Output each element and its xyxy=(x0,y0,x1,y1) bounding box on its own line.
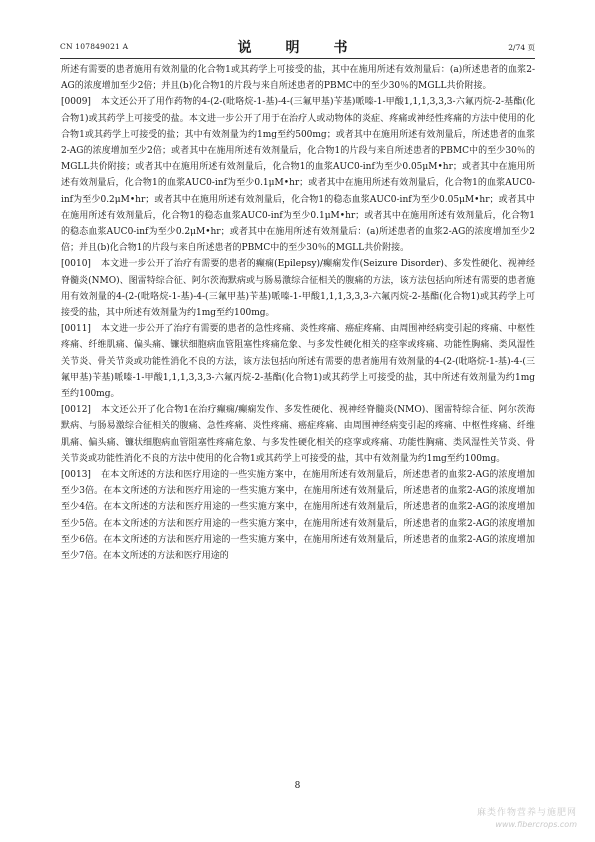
paragraph-number: [0012] xyxy=(61,405,91,416)
paragraph-text: 本文还公开了化合物1在治疗癫痫/癫痫发作、多发性硬化、视神经脊髓炎(NMO)、图雷特综合征、阿尔茨海默病、与肠易激综合征相关的腹痛、急性疼痛、炎性疼痛、癌症疼痛、由周围神经病变引起的疼痛、中枢性疼痛、纤维肌痛、偏头痛、镰状细胞病血管阻塞性疼痛危象、与多发性硬化相关的痉挛或疼痛、功能性胸痛、类风湿性关节炎、骨关节炎或功能性消化不良的方法中使用的化合物1或其药学上可接受的盐，其中有效剂量为约1mg至约100mg。 xyxy=(61,405,535,464)
paragraph-0011 xyxy=(61,321,535,402)
document-body xyxy=(61,62,535,564)
paragraph-continuation xyxy=(61,62,535,94)
paragraph-text: 在本文所述的方法和医疗用途的一些实施方案中，在施用所述有效剂量后，所述患者的血浆2-AG的浓度增加至少3倍。在本文所述的方法和医疗用途的一些实施方案中，在施用所述有效剂量后，所述患者的血浆2-AG的浓度增加至少4倍。在本文所述的方法和医疗用途的一些实施方案中，在施用所述有效剂量后，所述患者的血浆2-AG的浓度增加至少5倍。在本文所述的方法和医疗用途的一些实施方案中，在施用所述有效剂量后，所述患者的血浆2-AG的浓度增加至少6倍。在本文所述的方法和医疗用途的一些实施方案中，在施用所述有效剂量后，所述患者的血浆2-AG的浓度增加至少7倍。在本文所述的方法和医疗用途的 xyxy=(61,470,535,562)
document-title: 说 明 书 xyxy=(237,40,358,56)
watermark-url: www.fibercrops.com xyxy=(495,820,577,829)
paragraph-number: [0009] xyxy=(61,97,91,108)
watermark xyxy=(477,808,577,830)
paragraph-text: 本文进一步公开了治疗有需要的患者的癫痫(Epilepsy)/癫痫发作(Seizure Disorder)、多发性硬化、视神经脊髓炎(NMO)、图雷特综合征、阿尔茨海默病或与肠易激综合征相关的腹痛的方法，该方法包括向所述有需要的患者施用有效剂量的4-(2-(吡咯烷-1-基)-4-(三氟甲基)苄基)哌嗪-1-甲酸1,1,1,3,3,3-六氟丙烷-2-基酯(化合物1)或其药学上可接受的盐，其中所述有效剂量为约1mg至约100mg。 xyxy=(61,259,535,319)
paragraph-0010 xyxy=(61,256,535,321)
paragraph-text: 所述有需要的患者施用有效剂量的化合物1或其药学上可接受的盐，其中在施用所述有效剂量后：(a)所述患者的血浆2-AG的浓度增加至少2倍；并且(b)化合物1的片段与来自所述患者的PBMC中的至少30％的MGLL共价附接。 xyxy=(61,65,535,92)
page-counter: 2/74 页 xyxy=(508,43,535,52)
paragraph-text: 本文还公开了用作药物的4-(2-(吡咯烷-1-基)-4-(三氟甲基)苄基)哌嗪-1-甲酸1,1,1,3,3,3-六氟丙烷-2-基酯(化合物1)或其药学上可接受的盐。本文进一步公开了用于在治疗人或动物体的炎症、疼痛或神经性疼痛的方法中使用的化合物1或其药学上可接受的盐；其中有效剂量为约1mg至约500mg；或者其中在施用所述有效剂量后，所述患者的血浆2-AG的浓度增加至少2倍；或者其中在施用所述有效剂量后，化合物1的片段与来自所述患者的PBMC中的至少30％的MGLL共价附接；或者其中在施用所述有效剂量后，化合物1的血浆AUC0-inf为至少0.05μM•hr；或者其中在施用所述有效剂量后，化合物1的血浆AUC0-inf为至少0.1μM•hr；或者其中在施用所述有效剂量后，化合物1的血浆AUC0-inf为至少0.2μM•hr；或者其中在施用所述有效剂量后，化合物1的稳态血浆AUC0-inf为至少0.05μM•hr；或者其中在施用所述有效剂量后，化合物1的稳态血浆AUC0-inf为至少0.1μM•hr；或者其中在施用所述有效剂量后，化合物1的稳态血浆AUC0-inf为至少0.2μM•hr；或者其中在施用所述有效剂量后：(a)所述患者的血浆2-AG的浓度增加至少2倍；并且(b)化合物1的片段与来自所述患者的PBMC中的至少30％的MGLL共价附接。 xyxy=(61,97,535,254)
paragraph-0013 xyxy=(61,467,535,564)
document-id: CN 107849021 A xyxy=(60,42,129,51)
page-number: 8 xyxy=(294,781,301,791)
paragraph-number: [0011] xyxy=(61,324,91,335)
paragraph-number: [0013] xyxy=(61,470,91,481)
paragraph-text: 本文进一步公开了治疗有需要的患者的急性疼痛、炎性疼痛、癌症疼痛、由周围神经病变引起的疼痛、中枢性疼痛、纤维肌痛、偏头痛、镰状细胞病血管阻塞性疼痛危象、与多发性硬化相关的痉挛或疼痛、功能性胸痛、类风湿性关节炎、骨关节炎或功能性消化不良的方法，该方法包括向所述有需要的患者施用有效剂量的4-(2-(吡咯烷-1-基)-4-(三氟甲基)苄基)哌嗪-1-甲酸1,1,1,3,3,3-六氟丙烷-2-基酯(化合物1)或其药学上可接受的盐，其中所述有效剂量为约1mg至约100mg。 xyxy=(61,324,535,400)
watermark-text: 麻类作物营养与施肥网 xyxy=(476,808,577,818)
paragraph-0012 xyxy=(61,402,535,467)
paragraph-0009 xyxy=(61,94,535,256)
page-header xyxy=(60,37,535,57)
header-divider xyxy=(60,58,535,59)
paragraph-number: [0010] xyxy=(61,259,91,270)
